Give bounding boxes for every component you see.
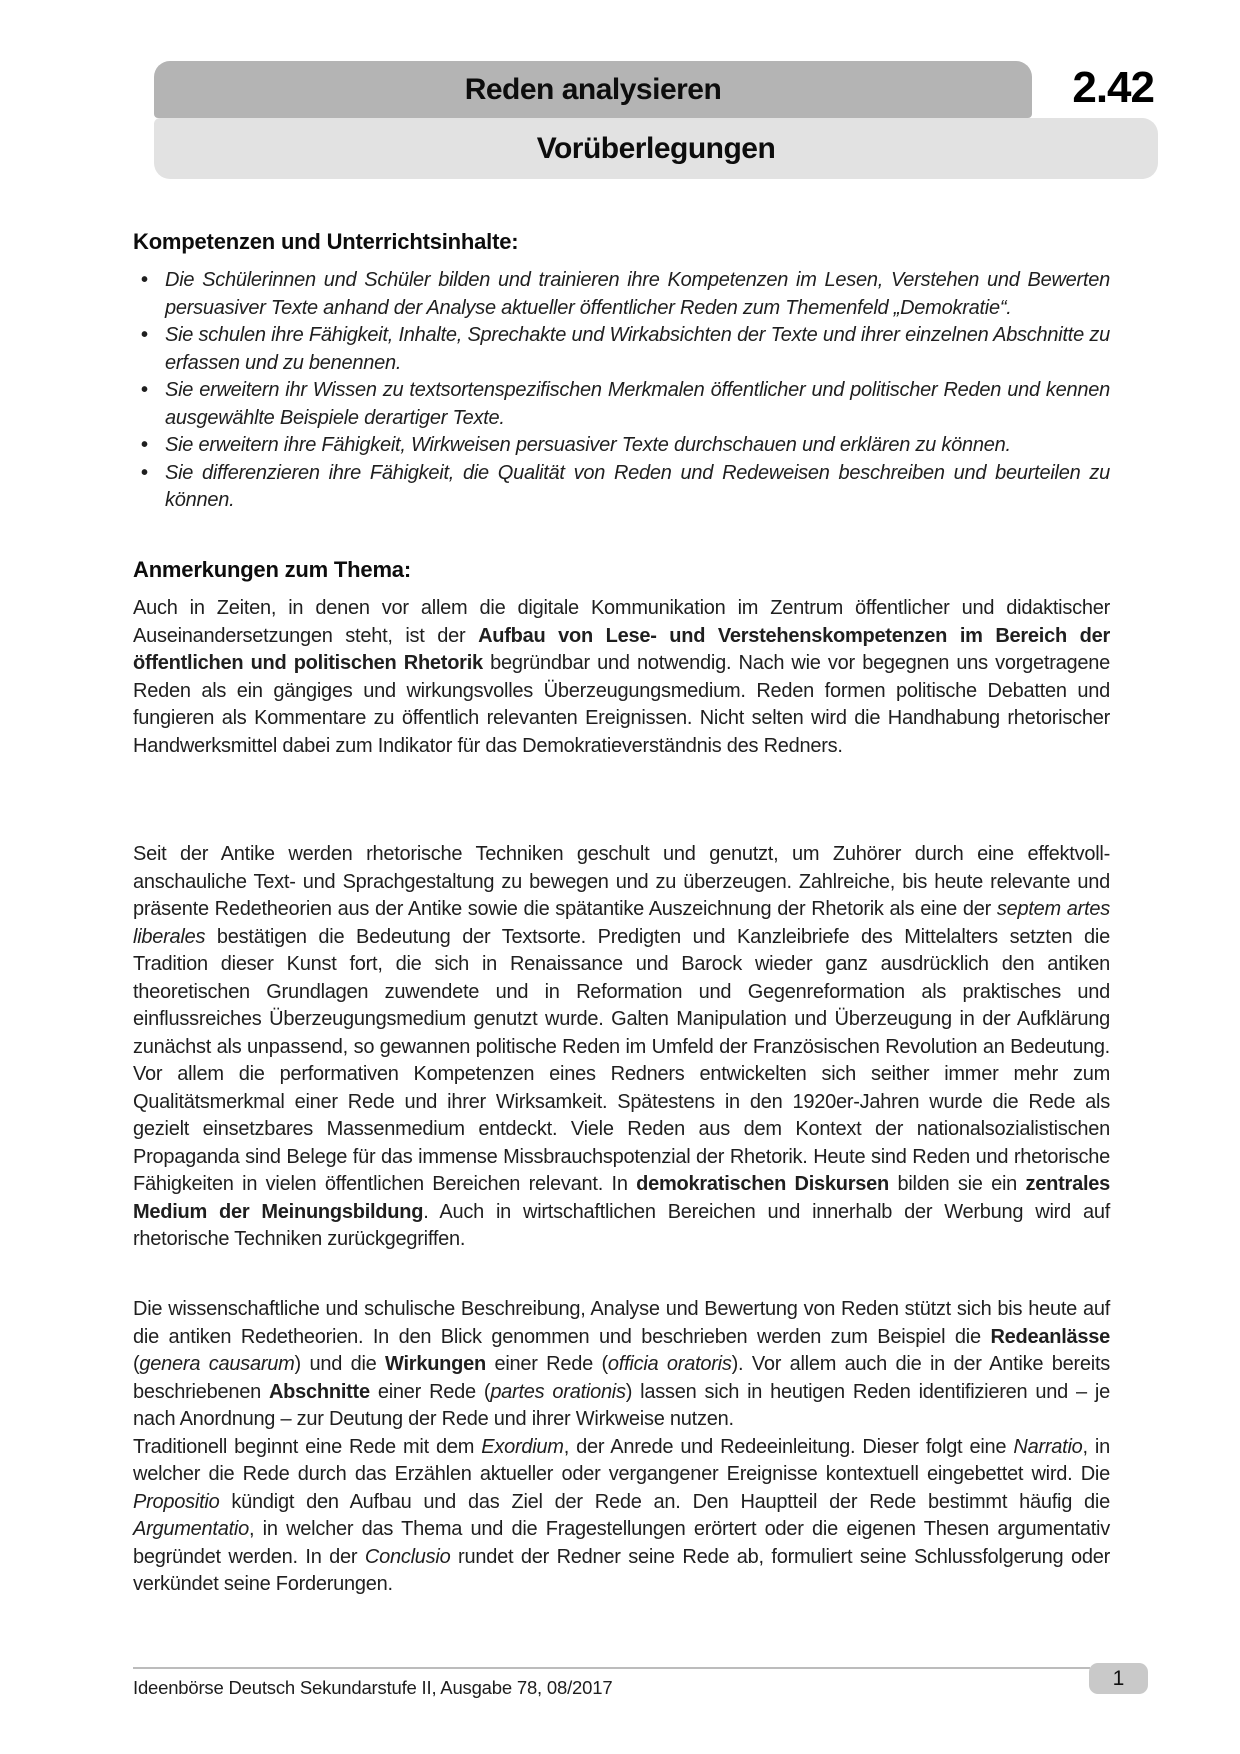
list-item: • Die Schülerinnen und Schüler bilden und trainieren ihre Kompetenzen im Lesen, Verstehen und Bewerten persuasiver Texte anhand der Analyse aktueller öffentlicher Reden zum Themenfeld „Demokratie“.: [165, 267, 1110, 322]
list-item: • Sie erweitern ihr Wissen zu textsortenspezifischen Merkmalen öffentlicher und politischer Reden und kennen ausgewählte Beispiele derartiger Texte.: [165, 377, 1110, 432]
list-item: • Sie erweitern ihre Fähigkeit, Wirkweisen persuasiver Texte durchschauen und erklären zu können.: [165, 432, 1110, 460]
section-number: 2.42: [1072, 63, 1154, 112]
paragraph: Auch in Zeiten, in denen vor allem die digitale Kommunikation im Zentrum öffentlicher und didaktischer Auseinandersetzungen steht, ist der Aufbau von Lese- und Verstehenskompetenzen im Bereich der öffentlichen und politischen Rhetorik begründbar und notwendig. Nach wie vor begegnen uns vorgetragene Reden als ein gängiges und wirkungsvolles Überzeugungsmedium. Reden formen politische Debatten und fungieren als Kommentare zu öffentlich relevanten Ereignissen. Nicht selten wird die Handhabung rhetorischer Handwerksmittel dabei zum Indikator für das Demokratieverständnis des Redners.: [133, 597, 1111, 757]
page-subtitle: Vorüberlegungen: [536, 131, 776, 165]
paragraph: Die wissenschaftliche und schulische Beschreibung, Analyse und Bewertung von Reden stützt sich bis heute auf die antiken Redetheorien. In den Blick genommen und beschrieben werden zum Beispiel die Redeanlässe (genera causarum) und die Wirkungen einer Rede (officia oratoris). Vor allem auch die in der Antike bereits beschriebenen Abschnitte einer Rede (partes orationis) lassen sich in heutigen Reden identifizieren und – je nach Anordnung – zur Deutung der Rede und ihrer Wirkweise nutzen.: [133, 1298, 1110, 1430]
notes-heading: Anmerkungen zum Thema:: [133, 557, 411, 582]
paragraph: Traditionell beginnt eine Rede mit dem Exordium, der Anrede und Redeeinleitung. Dieser folgt eine Narratio, in welcher die Rede durch das Erzählen aktueller oder vergangener Ereignisse kontextuell eingebettet wird. Die Propositio kündigt den Aufbau und das Ziel der Rede an. Den Hauptteil der Rede bestimmt häufig die Argumentatio, in welcher das Thema und die Fragestellungen erörtert oder die eigenen Thesen argumentativ begründet werden. In der Conclusio rundet der Redner seine Rede ab, formuliert seine Schlussfolgerung oder verkündet seine Forderungen.: [133, 1435, 1111, 1595]
header-title-bar: [154, 61, 1032, 118]
header-subtitle-bar: [154, 118, 1158, 179]
list-item: • Sie differenzieren ihre Fähigkeit, die Qualität von Reden und Redeweisen beschreiben und beurteilen zu können.: [165, 460, 1110, 515]
footer-divider: [133, 1667, 1090, 1669]
paragraph: Seit der Antike werden rhetorische Techniken geschult und genutzt, um Zuhörer durch eine effektvoll-anschauliche Text- und Sprachgestaltung zu bewegen und zu überzeugen. Zahlreiche, bis heute relevante und präsente Redetheorien aus der Antike sowie die spätantike Auszeichnung der Rhetorik als eine der septem artes liberales bestätigen die Bedeutung der Textsorte. Predigten und Kanzleibriefe des Mittelalters setzten die Tradition dieser Kunst fort, die sich in Renaissance und Barock wieder ganz ausdrücklich den antiken theoretischen Grundlagen zuwendete und in Reformation und Gegenreformation als praktisches und einflussreiches Überzeugungsmedium genutzt wurde. Galten Manipulation und Überzeugung in der Aufklärung zunächst als unpassend, so gewannen politische Reden im Umfeld der Französischen Revolution an Bedeutung. Vor allem die performativen Kompetenzen eines Redners entwickelten sich seither immer mehr zum Qualitätsmerkmal einer Rede und ihrer Wirksamkeit. Spätestens in den 1920er-Jahren wurde die Rede als gezielt einsetzbares Massenmedium entdeckt. Viele Reden aus dem Kontext der nationalsozialistischen Propaganda sind Belege für das immense Missbrauchspotenzial der Rhetorik. Heute sind Reden und rhetorische Fähigkeiten in vielen öffentlichen Bereichen relevant. In demokratischen Diskursen bilden sie ein zentrales Medium der Meinungsbildung. Auch in wirtschaftlichen Bereichen und innerhalb der Werbung wird auf rhetorische Techniken zurückgegriffen.: [133, 843, 1111, 1250]
page-title: Reden analysieren: [464, 72, 722, 106]
competences-heading: Kompetenzen und Unterrichtsinhalte:: [133, 229, 519, 254]
page-number-badge: [1089, 1663, 1148, 1694]
footer-imprint: Ideenbörse Deutsch Sekundarstufe II, Ausgabe 78, 08/2017: [133, 1677, 613, 1698]
page-number: 1: [1112, 1666, 1125, 1690]
paragraph-group: [133, 1296, 1110, 1599]
list-item: • Sie schulen ihre Fähigkeit, Inhalte, Sprechakte und Wirkabsichten der Texte und ihrer einzelnen Abschnitte zu erfassen und zu benennen.: [165, 322, 1110, 377]
competences-list: [133, 267, 1110, 515]
